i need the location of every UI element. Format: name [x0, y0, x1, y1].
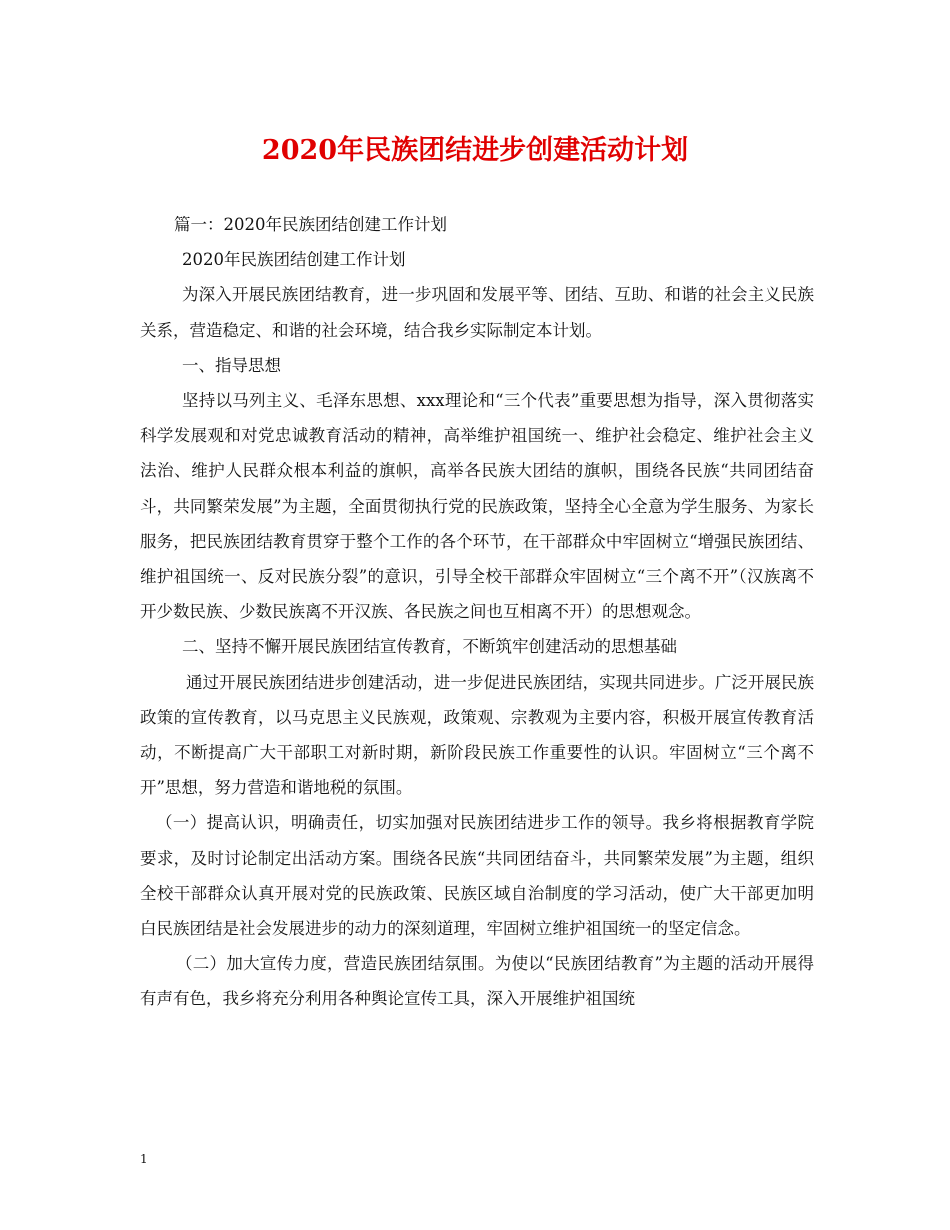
subtitle-paragraph: 2020年民族团结创建工作计划 — [182, 250, 406, 270]
section-heading-part-one: 篇一：2020年民族团结创建工作计划 — [174, 215, 447, 234]
item-two-paragraph: （二）加大宣传力度，营造民族团结氛围。为使以“民族团结教育”为主题的活动开展得有声有色，我乡将充分利用各种舆论宣传工具，深入开展维护祖国统 — [140, 954, 814, 1009]
guiding-ideology-paragraph: 坚持以马列主义、毛泽东思想、xxx理论和“三个代表”重要思想为指导，深入贯彻落实科学发展观和对党忠诚教育活动的精神，高举维护祖国统一、维护社会稳定、维护社会主义法治、维护人民群众根本利益的旗帜，高举各民族大团结的旗帜，围绕各民族“共同团结奋斗，共同繁荣发展”为主题，全面贯彻执行党的民族政策，坚持全心全意为学生服务、为家长服务，把民族团结教育贯穿于整个工作的各个环节，在干部群众中牢固树立“增强民族团结、维护祖国统一、反对民族分裂”的意识，引导全校干部群众牢固树立“三个离不开”（汉族离不开少数民族、少数民族离不开汉族、各民族之间也互相离不开）的思想观念。 — [140, 391, 814, 622]
intro-paragraph: 为深入开展民族团结教育，进一步巩固和发展平等、团结、互助、和谐的社会主义民族关系，营造稳定、和谐的社会环境，结合我乡实际制定本计划。 — [140, 285, 814, 340]
page-number: 1 — [140, 1152, 148, 1166]
item-one-paragraph: （一）提高认识，明确责任，切实加强对民族团结进步工作的领导。我乡将根据教育学院要求，及时讨论制定出活动方案。围绕各民族“共同团结奋斗，共同繁荣发展”为主题，组织全校干部群众认真开展对党的民族政策、民族区域自治制度的学习活动，使广大干部更加明白民族团结是社会发展进步的动力的深刻道理，牢固树立维护祖国统一的坚定信念。 — [140, 813, 814, 939]
document-title: 2020年民族团结进步创建活动计划 — [261, 135, 689, 166]
section-heading-propaganda: 二、坚持不懈开展民族团结宣传教育，不断筑牢创建活动的思想基础 — [182, 637, 677, 657]
propaganda-paragraph: 通过开展民族团结进步创建活动，进一步促进民族团结，实现共同进步。广泛开展民族政策的宣传教育，以马克思主义民族观，政策观、宗教观为主要内容，积极开展宣传教育活动，不断提高广大干部职工对新时期，新阶段民族工作重要性的认识。牢固树立“三个离不开”思想，努力营造和谐地税的氛围。 — [140, 672, 814, 798]
section-heading-guiding-ideology: 一、指导思想 — [182, 355, 281, 375]
document-body — [140, 207, 814, 1017]
